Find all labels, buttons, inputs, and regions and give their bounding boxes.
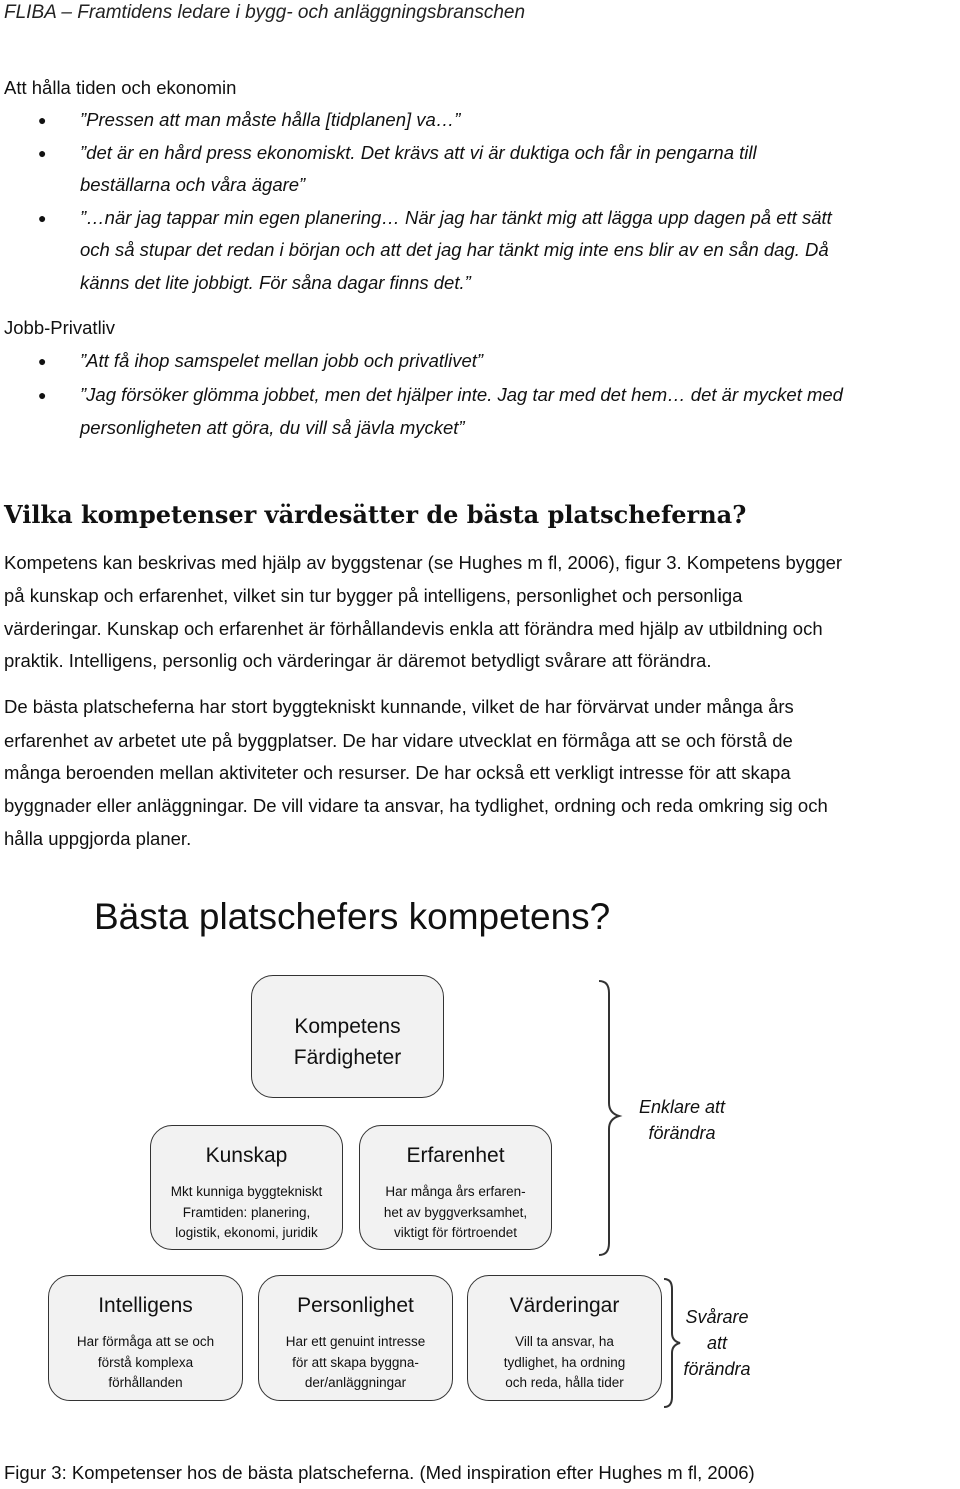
box-desc: Har många års erfaren- — [385, 1184, 526, 1199]
section-heading-jobb-privatliv: Jobb-Privatliv — [4, 317, 116, 338]
box-title: Erfarenhet — [406, 1144, 505, 1167]
personlighet-box — [258, 1275, 453, 1401]
quote-line: ”det är en hård press ekonomiskt. Det krävs att vi är duktiga och får in pengarna till — [80, 142, 757, 163]
document-header: FLIBA – Framtidens ledare i bygg- och anläggningsbranschen — [4, 2, 526, 23]
paragraph-line: på kunskap och erfarenhet, vilket sin tur bygger på intelligens, personlighet och personliga — [4, 585, 743, 606]
box-title: Personlighet — [297, 1294, 414, 1317]
paragraph-line: praktik. Intelligens, personlig och värderingar är däremot betydligt svårare att förändra. — [4, 650, 712, 671]
main-heading: Vilka kompetenser värdesätter de bästa platscheferna? — [4, 500, 747, 529]
figure-caption: Figur 3: Kompetenser hos de bästa platscheferna. (Med inspiration efter Hughes m fl, 2006) — [4, 1462, 755, 1483]
box-desc: förhållanden — [108, 1375, 183, 1390]
side-text: att — [706, 1333, 727, 1353]
box-desc: der/anläggningar — [304, 1375, 407, 1390]
box-desc: viktigt för förtroendet — [393, 1225, 518, 1240]
section-heading-tid-ekonomi: Att hålla tiden och ekonomin — [4, 77, 237, 98]
kompetens-label: Kompetens — [294, 1015, 401, 1038]
figure-title: Bästa platschefers kompetens? — [94, 896, 611, 937]
box-desc: Har ett genuint intresse — [285, 1334, 426, 1349]
quote-line: ”Jag försöker glömma jobbet, men det hjälper inte. Jag tar med det hem… det är mycket med — [80, 384, 843, 405]
box-desc: Vill ta ansvar, ha — [515, 1334, 614, 1349]
paragraph-line: erfarenhet av arbetet ute på byggplatser. De har vidare utvecklat en förmåga att se och förstå de — [4, 730, 793, 751]
quote-line: känns det lite jobbigt. För såna dagar finns det.” — [80, 272, 471, 293]
box-desc: het av byggverksamhet, — [383, 1204, 528, 1220]
bullet-icon: ● — [38, 387, 47, 403]
paragraph-line: Kompetens kan beskrivas med hjälp av byggstenar (se Hughes m fl, 2006), figur 3. Kompetens bygger — [4, 552, 843, 573]
side-text: Svårare — [685, 1307, 749, 1327]
box-desc: logistik, ekonomi, juridik — [175, 1225, 318, 1240]
side-text: Enklare att — [638, 1097, 726, 1117]
box-title: Värderingar — [509, 1294, 620, 1317]
box-title: Intelligens — [98, 1294, 193, 1317]
bullet-icon: ● — [38, 112, 47, 128]
fardigheter-label: Färdigheter — [293, 1046, 402, 1069]
bullet-icon: ● — [38, 353, 47, 369]
quote-line: ”Pressen att man måste hålla [tidplanen] va…” — [80, 109, 461, 130]
box-desc: och reda, hålla tider — [505, 1375, 624, 1390]
kunskap-box — [150, 1125, 343, 1250]
box-desc: förstå komplexa — [97, 1354, 194, 1370]
quote-line: ”Att få ihop samspelet mellan jobb och privatlivet” — [80, 350, 484, 371]
box-desc: Har förmåga att se och — [76, 1334, 215, 1349]
enklare-label — [612, 1094, 752, 1146]
box-desc: tydlighet, ha ordning — [503, 1354, 626, 1370]
bullet-icon: ● — [38, 210, 47, 226]
box-desc: Mkt kunniga byggtekniskt — [170, 1184, 323, 1199]
quote-line: beställarna och våra ägare” — [80, 174, 306, 195]
box-desc: för att skapa byggna- — [292, 1354, 419, 1370]
box-desc: Framtiden: planering, — [182, 1204, 311, 1220]
quote-line: och så stupar det redan i början och att det jag har tänkt mig inte ens blir av en sån dag. Då — [80, 239, 829, 260]
side-text: förändra — [683, 1359, 751, 1379]
paragraph-line: byggnader eller anläggningar. De vill vidare ta ansvar, ha tydlighet, ordning och reda omkring sig och — [4, 795, 828, 816]
paragraph-line: många beroenden mellan aktiviteter och resurser. De har också ett verkligt intresse för att skapa — [4, 762, 791, 783]
quote-line: ”…när jag tappar min egen planering… När jag har tänkt mig att lägga upp dagen på ett sätt — [80, 207, 832, 228]
paragraph-line: hålla uppgjorda planer. — [4, 828, 192, 849]
bullet-icon: ● — [38, 145, 47, 161]
intelligens-box — [48, 1275, 243, 1401]
side-text: förändra — [648, 1123, 716, 1143]
svarare-label — [672, 1304, 762, 1382]
kompetens-box — [251, 975, 444, 1098]
paragraph-line: De bästa platscheferna har stort byggtekniskt kunnande, vilket de har förvärvat under många års — [4, 696, 794, 717]
quote-line: personligheten att göra, du vill så jävla mycket” — [80, 417, 465, 438]
box-title: Kunskap — [205, 1144, 288, 1167]
erfarenhet-box — [359, 1125, 552, 1250]
varderingar-box — [467, 1275, 662, 1401]
paragraph-line: värderingar. Kunskap och erfarenhet är förhållandevis enkla att förändra med hjälp av utbildning och — [4, 618, 823, 639]
